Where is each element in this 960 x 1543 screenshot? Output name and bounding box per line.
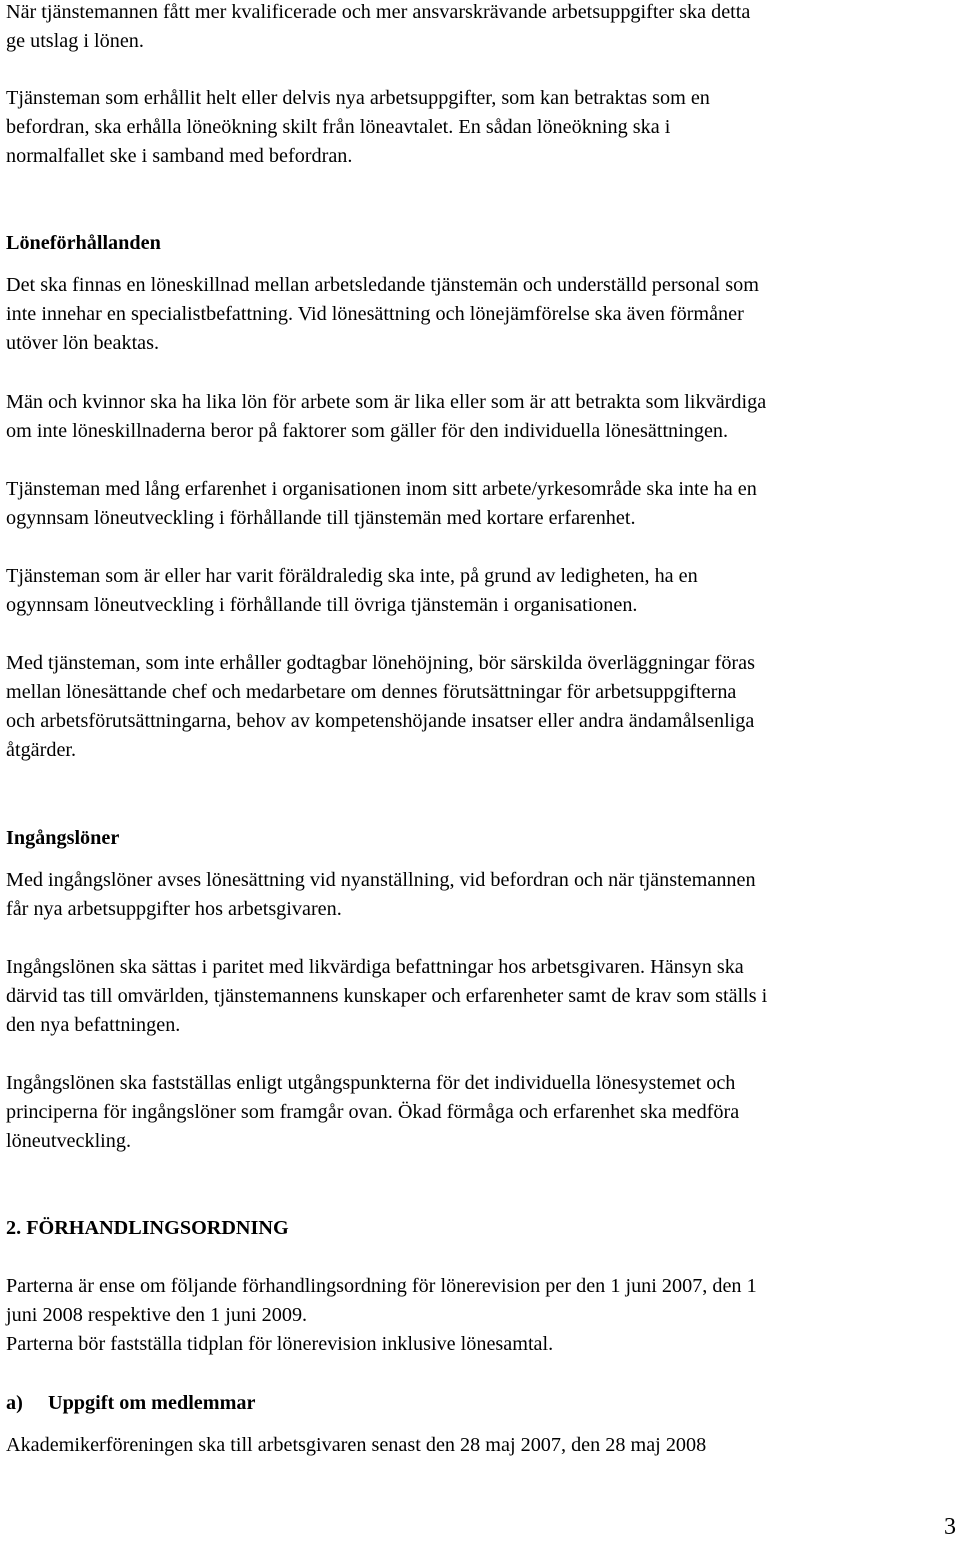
body-text-line: Män och kvinnor ska ha lika lön för arbete som är lika eller som är att betrakta som likvärdiga bbox=[6, 391, 767, 413]
body-text-line: principerna för ingångslöner som framgår ovan. Ökad förmåga och erfarenhet ska medföra bbox=[6, 1101, 740, 1123]
body-text-line: Tjänsteman som erhållit helt eller delvis nya arbetsuppgifter, som kan betraktas som en bbox=[6, 87, 710, 109]
page-number: 3 bbox=[944, 1514, 956, 1540]
body-text-line: Det ska finnas en löneskillnad mellan arbetsledande tjänstemän och underställd personal som bbox=[6, 274, 759, 296]
body-text-line: Tjänsteman som är eller har varit föräldraledig ska inte, på grund av ledigheten, ha en bbox=[6, 565, 698, 587]
body-text-line: åtgärder. bbox=[6, 739, 77, 761]
body-text-line: När tjänstemannen fått mer kvalificerade och mer ansvarskrävande arbetsuppgifter ska detta bbox=[6, 1, 751, 23]
body-text-line: normalfallet ske i samband med befordran. bbox=[6, 145, 353, 167]
subsection-label: a) bbox=[6, 1392, 23, 1414]
body-text-line: Med tjänsteman, som inte erhåller godtagbar lönehöjning, bör särskilda överläggningar föras bbox=[6, 652, 755, 674]
body-text-line: därvid tas till omvärlden, tjänstemannens kunskaper och erfarenheter samt de krav som ställs i bbox=[6, 985, 768, 1007]
body-text-line: om inte löneskillnaderna beror på faktorer som gäller för den individuella lönesättningen. bbox=[6, 420, 729, 442]
section-heading-loneforhallanden: Löneförhållanden bbox=[6, 232, 161, 254]
body-text-line: Parterna är ense om följande förhandlingsordning för lönerevision per den 1 juni 2007, den 1 bbox=[6, 1275, 757, 1297]
body-text-line: Ingångslönen ska fastställas enligt utgångspunkterna för det individuella lönesystemet och bbox=[6, 1072, 736, 1094]
body-text-line: inte innehar en specialistbefattning. Vid lönesättning och lönejämförelse ska även förmåner bbox=[6, 303, 744, 325]
body-text-line: Ingångslönen ska sättas i paritet med likvärdiga befattningar hos arbetsgivaren. Hänsyn ska bbox=[6, 956, 744, 978]
body-text-line: utöver lön beaktas. bbox=[6, 332, 160, 354]
body-text-line: Parterna bör fastställa tidplan för lönerevision inklusive lönesamtal. bbox=[6, 1333, 554, 1355]
body-text-line: den nya befattningen. bbox=[6, 1014, 181, 1036]
body-text-line: juni 2008 respektive den 1 juni 2009. bbox=[6, 1304, 308, 1326]
body-text-line: ogynnsam löneutveckling i förhållande till tjänstemän med kortare erfarenhet. bbox=[6, 507, 636, 529]
subsection-heading-uppgift-om-medlemmar bbox=[6, 1389, 956, 1418]
body-text-line: befordran, ska erhålla löneökning skilt från löneavtalet. En sådan löneökning ska i bbox=[6, 116, 671, 138]
body-text-line: Med ingångslöner avses lönesättning vid nyanställning, vid befordran och när tjänstemannen bbox=[6, 869, 756, 891]
body-text-line: och arbetsförutsättningarna, behov av kompetenshöjande insatser eller andra ändamålsenliga bbox=[6, 710, 755, 732]
body-text-line: ge utslag i lönen. bbox=[6, 30, 144, 52]
body-text-line: mellan lönesättande chef och medarbetare om dennes förutsättningar för arbetsuppgifterna bbox=[6, 681, 737, 703]
section-heading-forhandlingsordning: 2. FÖRHANDLINGSORDNING bbox=[6, 1217, 289, 1239]
body-text-line: Akademikerföreningen ska till arbetsgivaren senast den 28 maj 2007, den 28 maj 2008 bbox=[6, 1434, 707, 1456]
body-text-line: löneutveckling. bbox=[6, 1130, 132, 1152]
body-text-line: Tjänsteman med lång erfarenhet i organisationen inom sitt arbete/yrkesområde ska inte ha en bbox=[6, 478, 757, 500]
section-heading-ingangsloner: Ingångslöner bbox=[6, 827, 120, 849]
body-text-line: ogynnsam löneutveckling i förhållande till övriga tjänstemän i organisationen. bbox=[6, 594, 638, 616]
subsection-title: Uppgift om medlemmar bbox=[48, 1392, 256, 1414]
body-text-line: får nya arbetsuppgifter hos arbetsgivaren. bbox=[6, 898, 342, 920]
